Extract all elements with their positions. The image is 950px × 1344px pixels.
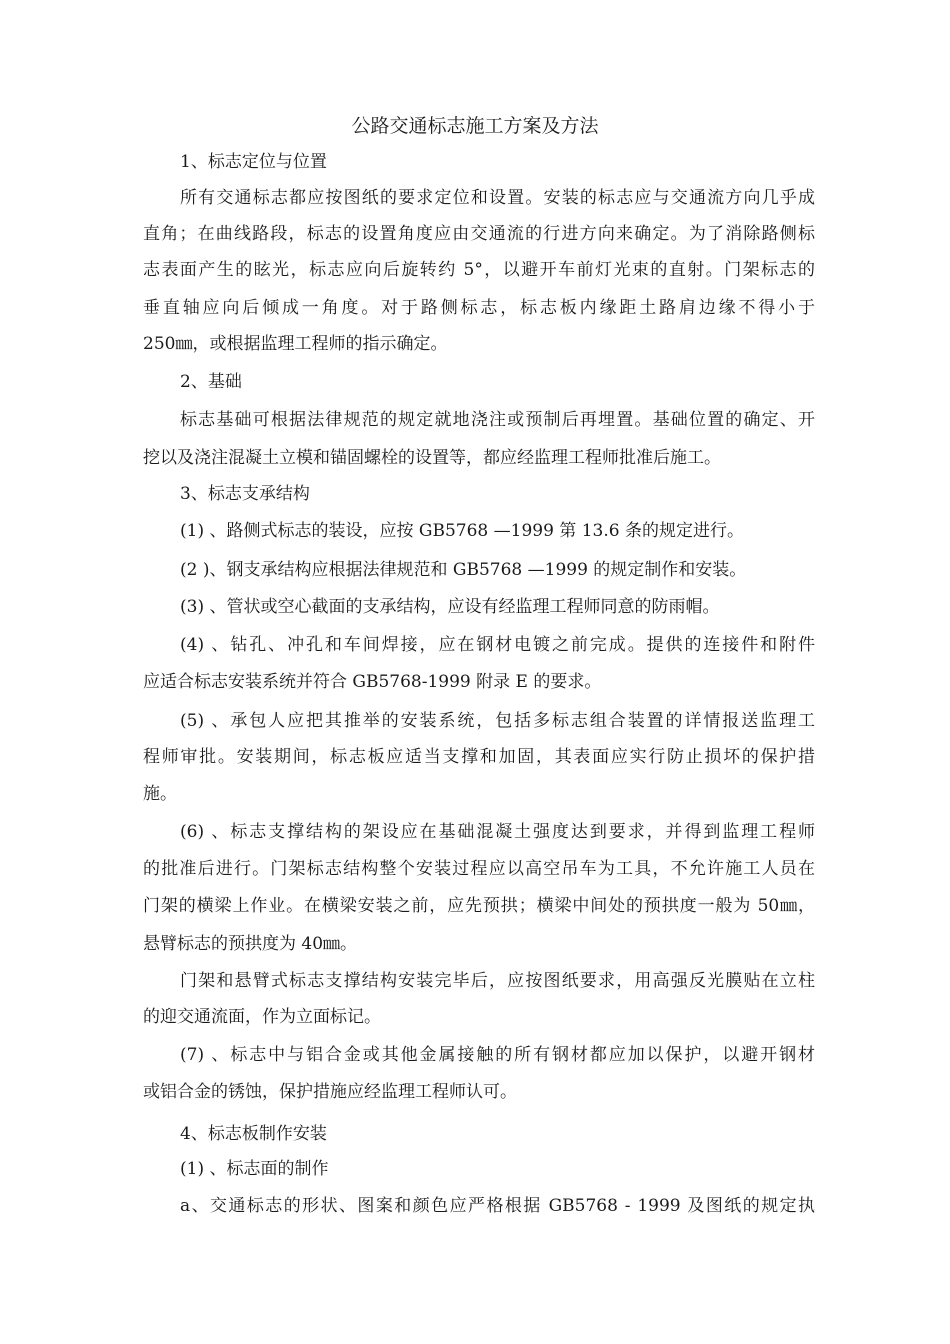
paragraph-line: a、交通标志的形状、图案和颜色应严格根据 GB5768 - 1999 及图纸的规定执 [180, 1196, 815, 1216]
paragraph-line: 的批准后进行。门架标志结构整个安装过程应以高空吊车为工具，不允许施工人员在 [143, 859, 815, 879]
list-item-4: (4) 、钻孔、冲孔和车间焊接，应在钢材电镀之前完成。提供的连接件和附件 [180, 635, 815, 655]
list-item-6: (6) 、标志支撑结构的架设应在基础混凝土强度达到要求，并得到监理工程师 [180, 822, 815, 842]
section-heading-2: 2、基础 [180, 372, 242, 392]
paragraph-line: 或铝合金的锈蚀，保护措施应经监理工程师认可。 [143, 1082, 517, 1102]
paragraph-line: 悬臂标志的预拱度为 40㎜。 [143, 934, 358, 954]
paragraph-line: 志表面产生的眩光，标志应向后旋转约 5°，以避开车前灯光束的直射。门架标志的 [143, 260, 815, 280]
paragraph-line: 直角；在曲线路段，标志的设置角度应由交通流的行进方向来确定。为了消除路侧标 [143, 224, 815, 244]
paragraph-line: 门架的横梁上作业。在横梁安装之前，应先预拱；横梁中间处的预拱度一般为 50㎜， [143, 896, 815, 916]
section-heading-4: 4、标志板制作安装 [180, 1124, 327, 1144]
section-heading-1: 1、标志定位与位置 [180, 152, 327, 172]
section-heading-3: 3、标志支承结构 [180, 484, 310, 504]
paragraph-line: 250㎜，或根据监理工程师的指示确定。 [143, 334, 448, 354]
paragraph-line: 应适合标志安装系统并符合 GB5768-1999 附录 E 的要求。 [143, 672, 602, 692]
list-item-7: (7) 、标志中与铝合金或其他金属接触的所有钢材都应加以保护，以避开钢材 [180, 1045, 815, 1065]
paragraph-line: 门架和悬臂式标志支撑结构安装完毕后，应按图纸要求，用高强反光膜贴在立柱 [180, 971, 815, 991]
paragraph-line: 挖以及浇注混凝土立模和锚固螺栓的设置等，都应经监理工程师批准后施工。 [143, 448, 721, 468]
paragraph-line: 程师审批。安装期间，标志板应适当支撑和加固，其表面应实行防止损坏的保护措 [143, 747, 815, 767]
list-item-1: (1) 、路侧式标志的装设，应按 GB5768 —1999 第 13.6 条的规定进行。 [180, 521, 744, 541]
document-title: 公路交通标志施工方案及方法 [351, 115, 599, 137]
paragraph-line: 的迎交通流面，作为立面标记。 [143, 1007, 381, 1027]
list-item-3: (3) 、管状或空心截面的支承结构，应设有经监理工程师同意的防雨帽。 [180, 597, 720, 617]
list-item-5: (5) 、承包人应把其推举的安装系统，包括多标志组合装置的详情报送监理工 [180, 711, 815, 731]
paragraph-line: 施。 [143, 784, 177, 804]
paragraph-line: 所有交通标志都应按图纸的要求定位和设置。安装的标志应与交通流方向几乎成 [180, 188, 815, 208]
list-item-2: (2 )、钢支承结构应根据法律规范和 GB5768 —1999 的规定制作和安装。 [180, 560, 747, 580]
paragraph-line: 标志基础可根据法律规范的规定就地浇注或预制后再埋置。基础位置的确定、开 [180, 410, 815, 430]
subsection-heading: (1) 、标志面的制作 [180, 1159, 329, 1179]
paragraph-line: 垂直轴应向后倾成一角度。对于路侧标志，标志板内缘距土路肩边缘不得小于 [143, 298, 815, 318]
